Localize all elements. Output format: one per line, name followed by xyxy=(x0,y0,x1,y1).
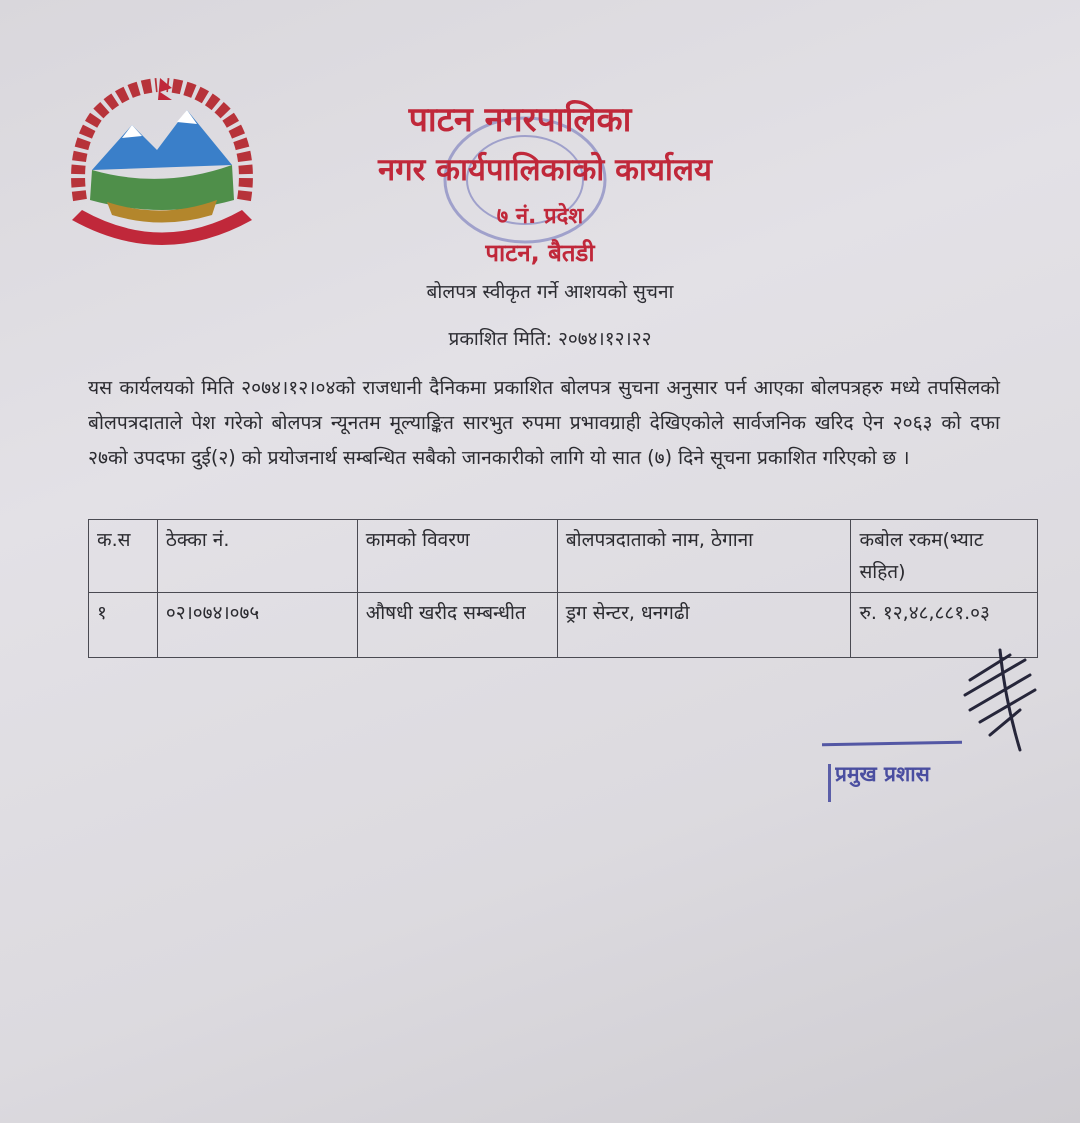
cell-amount: रु. १२,४८,८८१.०३ xyxy=(851,593,1038,658)
cell-serial: १ xyxy=(89,593,158,658)
cell-bidder: ड्रग सेन्टर, धनगढी xyxy=(557,593,851,658)
col-header-serial: क.स xyxy=(89,520,158,593)
office-name: नगर कार्यपालिकाको कार्यालय xyxy=(378,152,712,188)
office-address: पाटन, बैतडी xyxy=(485,239,595,267)
tender-table xyxy=(88,519,1038,658)
stamp-bar xyxy=(828,764,831,802)
col-header-contract-no: ठेक्का नं. xyxy=(157,520,357,593)
table-row xyxy=(89,593,1038,658)
notice-subject: बोलपत्र स्वीकृत गर्ने आशयको सुचना xyxy=(426,281,674,303)
officer-title-stamp: प्रमुख प्रशास xyxy=(835,762,930,786)
signature-line xyxy=(822,741,962,746)
table-header-row xyxy=(89,520,1038,593)
nepal-coat-of-arms-emblem xyxy=(62,70,262,260)
notice-body: यस कार्यलयको मिति २०७४।१२।०४को राजधानी दैनिकमा प्रकाशित बोलपत्र सुचना अनुसार पर्न आएका बोलपत्रहरु मध्ये तपसिलको बोलपत्रदाताले पेश गरेको बोलपत्र न्यूनतम मूल्याङ्कित सारभुत रुपमा प्रभावग्राही देखिएकोले सार्वजनिक खरिद ऐन २०६३ को दफा २७को उपदफा दुई(२) को प्रयोजनार्थ सम्बन्धित सबैको जानकारीको लागि यो सात (७) दिने सूचना प्रकाशित गरिएको छ । xyxy=(88,376,1000,469)
municipality-name: पाटन नगरपालिका xyxy=(408,100,632,140)
col-header-work-description: कामको विवरण xyxy=(357,520,557,593)
cell-contract-no: ०२।०७४।०७५ xyxy=(157,593,357,658)
col-header-amount: कबोल रकम(भ्याट सहित) xyxy=(851,520,1038,593)
province-name: ७ नं. प्रदेश xyxy=(496,204,584,229)
published-date: प्रकाशित मिति: २०७४।१२।२२ xyxy=(448,328,652,350)
handwritten-signature xyxy=(950,640,1060,760)
cell-work-description: औषधी खरीद सम्बन्धीत xyxy=(357,593,557,658)
col-header-bidder: बोलपत्रदाताको नाम, ठेगाना xyxy=(557,520,851,593)
